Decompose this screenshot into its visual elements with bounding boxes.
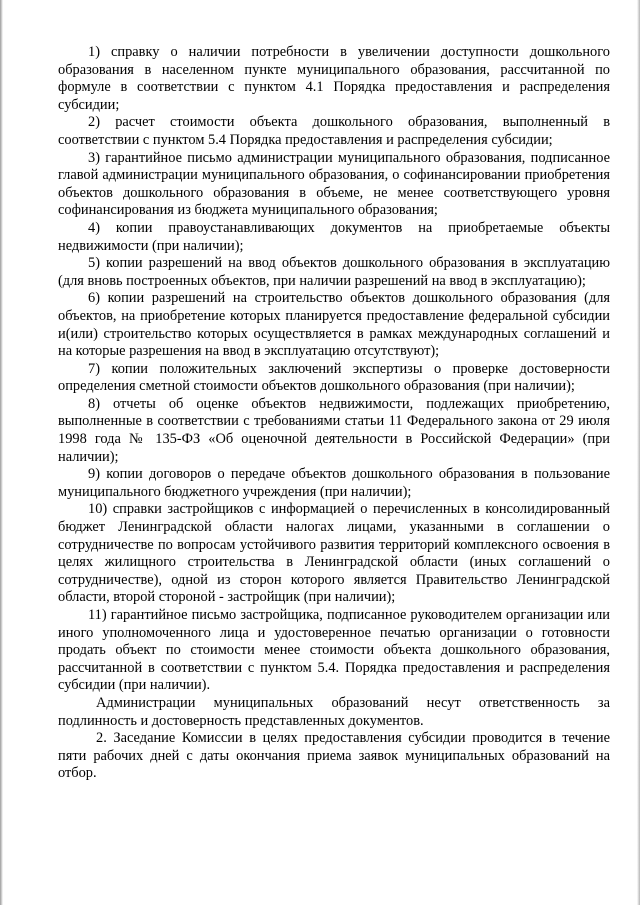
scan-edge-left [0,0,3,905]
paragraph-item-6: 6) копии разрешений на строительство объектов дошкольного образования (для объектов, на приобретение которых планируется предоставление федеральной субсидии и(или) строительство которых осуществляется в рамках международных соглашений и на которые разрешения на ввод в эксплуатацию отсутствуют); [58,290,610,360]
paragraph-section-2: 2. Заседание Комиссии в целях предоставления субсидии проводится в течение пяти рабочих дней с даты окончания приема заявок муниципальных образований на отбор. [58,730,610,782]
paragraph-item-5: 5) копии разрешений на ввод объектов дошкольного образования в эксплуатацию (для вновь построенных объектов, при наличии разрешений на ввод в эксплуатацию); [58,255,610,289]
paragraph-item-1: 1) справку о наличии потребности в увеличении доступности дошкольного образования в населенном пункте муниципального образования, рассчитанной по формуле в соответствии с пунктом 4.1 Порядка предоставления и распределения субсидии; [58,44,610,113]
paragraph-item-10: 10) справки застройщиков с информацией о перечисленных в консолидированный бюджет Ленинградской области налогах лицами, указанными в соглашении о сотрудничестве по вопросам устойчивого развития территорий комплексного освоения в целях жилищного строительства в Ленинградской области (иных соглашений о сотрудничестве), одной из сторон которого является Правительство Ленинградской области, второй стороной - застройщик (при наличии); [58,501,610,606]
paragraph-responsibility: Администрации муниципальных образований несут ответственность за подлинность и достоверность представленных документов. [58,694,610,729]
paragraph-item-11: 11) гарантийное письмо застройщика, подписанное руководителем организации или иного уполномоченного лица и удостоверенное печатью организации о готовности продать объект по стоимости менее стоимости объекта дошкольного образования, рассчитанной в соответствии с пунктом 5.4. Порядка предоставления и распределения субсидии (при наличии). [58,607,610,694]
paragraph-item-2: 2) расчет стоимости объекта дошкольного образования, выполненный в соответствии с пунктом 5.4 Порядка предоставления и распределения субсидии; [58,114,610,148]
document-page [58,44,610,783]
paragraph-item-8: 8) отчеты об оценке объектов недвижимости, подлежащих приобретению, выполненные в соответствии с требованиями статьи 11 Федерального закона от 29 июля 1998 года № 135-ФЗ «Об оценочной деятельности в Российской Федерации» (при наличии); [58,395,610,465]
paragraph-item-3: 3) гарантийное письмо администрации муниципального образования, подписанное главой администрации муниципального образования, о софинансировании приобретения объектов дошкольного образования в объеме, не менее соответствующего уровня софинансирования из бюджета муниципального образования; [58,149,610,219]
paragraph-item-7: 7) копии положительных заключений экспертизы о проверке достоверности определения сметной стоимости объектов дошкольного образования (при наличии); [58,360,610,395]
paragraph-item-9: 9) копии договоров о передаче объектов дошкольного образования в пользование муниципального бюджетного учреждения (при наличии); [58,466,610,500]
paragraph-item-4: 4) копии правоустанавливающих документов на приобретаемые объекты недвижимости (при наличии); [58,219,610,254]
